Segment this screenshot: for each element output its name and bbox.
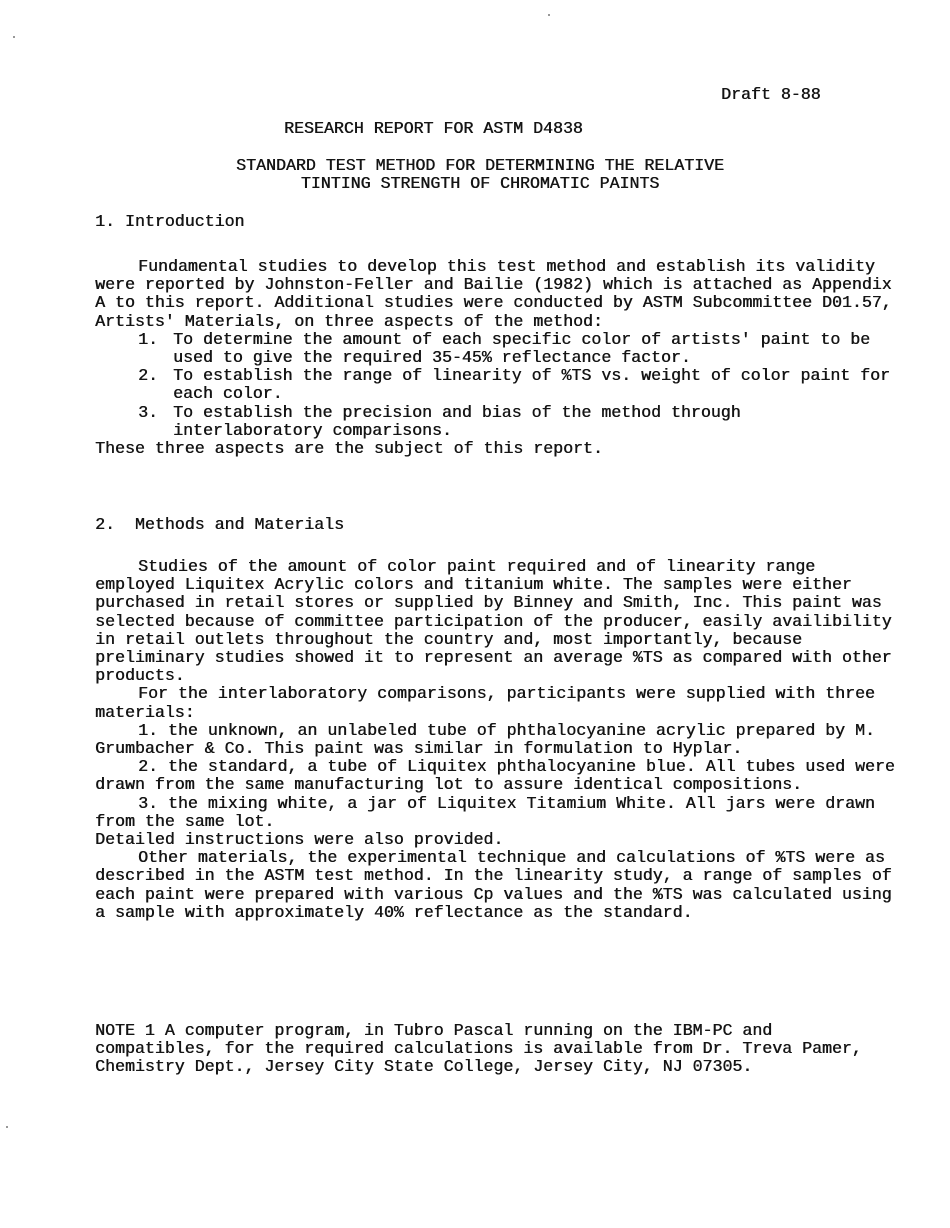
note-1: NOTE 1 A computer program, in Tubro Pascal running on the IBM-PC and compatibles, for the required calculations is available from Dr. Treva Pamer, Chemistry Dept., Jersey City State College, Jersey City, NJ 07305. [95, 1021, 862, 1077]
standard-title [150, 157, 810, 193]
standard-title-line2: TINTING STRENGTH OF CHROMATIC PAINTS [300, 174, 660, 194]
material-item: 1. the unknown, an unlabeled tube of phthalocyanine acrylic prepared by M. Grumbacher & Co. This paint was similar in formulation to Hyplar. [95, 720, 875, 759]
list-number: 2. [138, 366, 158, 386]
list-item [95, 367, 895, 403]
scan-speck [548, 14, 550, 16]
section-2-body [95, 558, 895, 922]
section-1-heading: 1. Introduction [95, 212, 245, 231]
section-2-heading: 2. Methods and Materials [95, 515, 344, 534]
material-item: 3. the mixing white, a jar of Liquitex Titamium White. All jars were drawn from the same lot. [95, 793, 875, 831]
technique-paragraph: Other materials, the experimental technique and calculations of %TS were as described in the ASTM test method. In the linearity study, a range of samples of each paint were prepared with various Cp values and the %TS was calculated using a sample with approximately 40% reflectance as the standard. [95, 848, 892, 922]
intro-paragraph: Fundamental studies to develop this test method and establish its validity were reported by Johnston-Feller and Bailie (1982) which is attached as Appendix A to this report. Additional studies were conducted by ASTM Subcommittee D01.57, Artists' Materials, on three aspects of the method: [95, 257, 892, 331]
draft-label: Draft 8-88 [721, 85, 821, 104]
instructions-line: Detailed instructions were also provided. [95, 830, 504, 850]
materials-paragraph: Studies of the amount of color paint required and of linearity range employed Liquitex Acrylic colors and titanium white. The samples were either purchased in retail stores or supplied by Binney and Smith, Inc. This paint was selected because of committee participation of the producer, easily availibility in retail outlets throughout the country and, most importantly, because preliminary studies showed it to represent an average %TS as compared with other products. [95, 557, 892, 686]
standard-title-line1: STANDARD TEST METHOD FOR DETERMINING THE RELATIVE [236, 156, 724, 175]
list-text: To establish the precision and bias of the method through interlaboratory comparisons. [173, 402, 741, 440]
intro-closing: These three aspects are the subject of this report. [95, 439, 603, 459]
material-item: 2. the standard, a tube of Liquitex phthalocyanine blue. All tubes used were drawn from the same manufacturing lot to assure identical compositions. [95, 757, 895, 795]
scan-speck [13, 36, 15, 38]
aspects-list [95, 331, 895, 440]
list-text: To establish the range of linearity of %TS vs. weight of color paint for each color. [173, 366, 890, 404]
list-number: 1. [138, 329, 158, 349]
interlab-paragraph: For the interlaboratory comparisons, participants were supplied with three materials: [95, 684, 875, 722]
list-item [95, 404, 895, 440]
list-text: To determine the amount of each specific color of artists' paint to be used to give the required 35-45% reflectance factor. [173, 329, 871, 368]
list-item [95, 331, 895, 367]
list-number: 3. [138, 402, 158, 422]
section-1-body [95, 258, 895, 458]
report-title: RESEARCH REPORT FOR ASTM D4838 [284, 119, 583, 138]
scan-speck [6, 1126, 8, 1128]
